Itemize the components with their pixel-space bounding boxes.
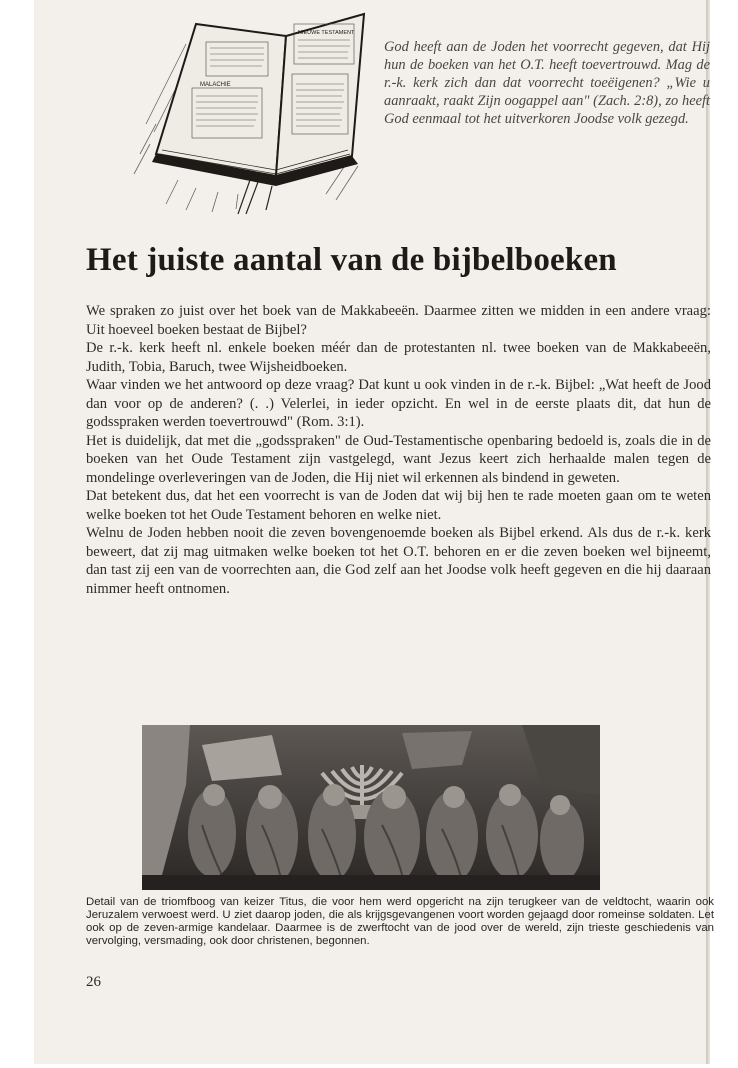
arch-of-titus-relief-photo xyxy=(142,725,600,890)
open-bible-illustration xyxy=(126,4,388,216)
book-page xyxy=(34,0,714,1064)
book-label-right: NIEUWE TESTAMENT xyxy=(298,30,355,36)
body-text xyxy=(86,302,711,598)
book-label-left: MALACHIE xyxy=(200,82,231,88)
page-number: 26 xyxy=(86,974,101,990)
paragraph-6: Welnu de Joden hebben nooit die zeven bovengenoemde boeken als Bijbel erkend. Als dus de r.-k. kerk beweert, dat zij mag uitmaken welke boeken tot het O.T. behoren en er die zeven boeken wel bijneemt, dan tast zij een van de voorrechten aan, die God zelf aan het Joodse volk heeft gegeven en die hij daaraan nimmer heeft ontnomen. xyxy=(86,525,711,597)
paragraph-1: We spraken zo juist over het boek van de Makkabeeën. Daarmee zitten we midden in een andere vraag: Uit hoeveel boeken bestaat de Bijbel? xyxy=(86,303,711,338)
paragraph-4: Het is duidelijk, dat met die „godsspraken" de Oud-Testamentische openbaring bedoeld is, zoals die in de boeken van het Oude Testament zijn vastgelegd, want Jezus keert zich herhaalde malen tegen de mondelinge overleveringen van de Joden, die Hij niet wil erkennen als bindend in geweten. xyxy=(86,432,711,486)
intro-text: God heeft aan de Joden het voorrecht gegeven, dat Hij hun de boeken van het O.T. heeft toevertrouwd. Mag de r.-k. kerk zich dan dat voorrecht toeëigenen? „Wie u aanraakt, raakt Zijn oogappel aan" (Zach. 2:8), zo heeft God eenmaal tot het uitverkoren Joodse volk gezegd. xyxy=(384,39,710,127)
paragraph-3: Waar vinden we het antwoord op deze vraag? Dat kunt u ook vinden in de r.-k. Bijbel: „Wat heeft de Jood dan voor op de anderen? (. .) Velerlei, in ieder opzicht. En wel in de eerste plaats dit, dat hun de godsspraken werden toevertrouwd" (Rom. 3:1). xyxy=(86,377,711,430)
page-title: Het juiste aantal van de bijbelboeken xyxy=(86,242,617,278)
paragraph-2: De r.-k. kerk heeft nl. enkele boeken méér dan de protestanten nl. twee boeken van de Makkabeeën, Judith, Tobia, Baruch, twee Wijsheidboeken. xyxy=(86,340,711,375)
photo-caption: Detail van de triomfboog van keizer Titus, die voor hem werd opgericht na zijn terugkeer van de veldtocht, waarin ook Jeruzalem verwoest werd. U ziet daarop joden, die als krijgsgevangenen voort worden gejaagd door romeinse soldaten. Let ook op de zeven-armige kandelaar. Daarmee is de zwerftocht van de jood over de wereld, zijn trieste geschiedenis van vervolging, versmading, ook door christenen, begonnen. xyxy=(86,896,714,947)
paragraph-5: Dat betekent dus, dat het een voorrecht is van de Joden dat wij bij hen te rade moeten gaan om te weten welke boeken tot het Oude Testament behoren en welke niet. xyxy=(86,488,711,523)
